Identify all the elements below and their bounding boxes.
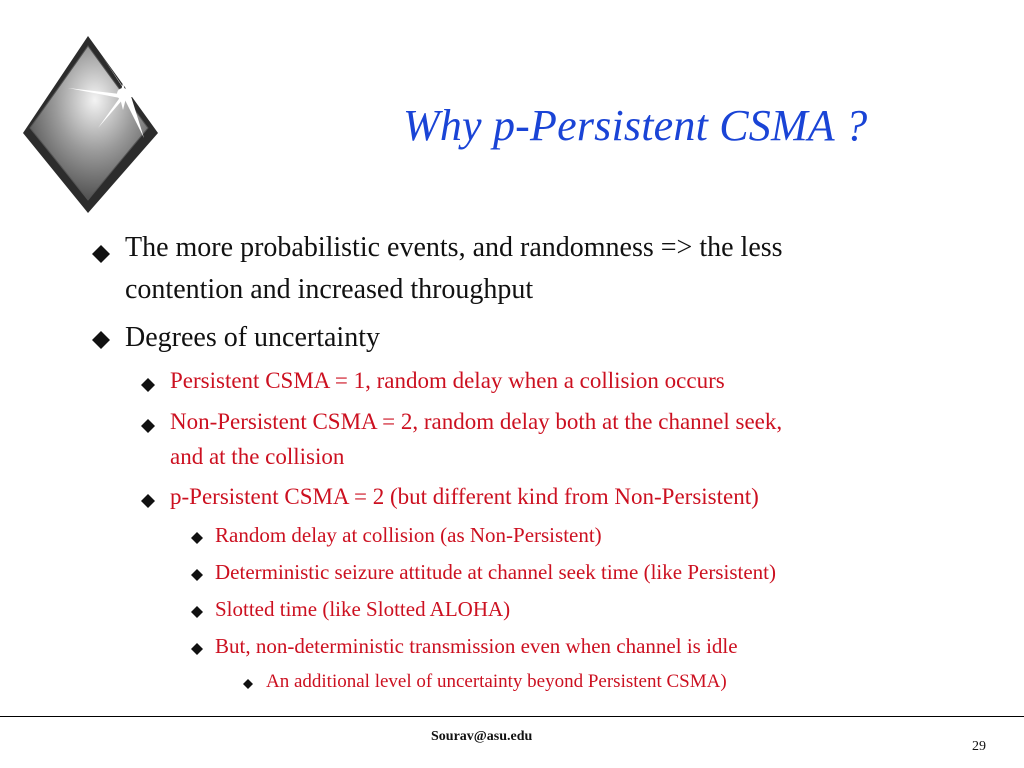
bullet-text: But, non-deterministic transmission even when channel is idle — [215, 634, 738, 658]
page-number: 29 — [972, 739, 986, 754]
diamond-bullet-icon — [190, 605, 204, 619]
bullet-text: Deterministic seizure attitude at channel seek time (like Persistent) — [215, 560, 776, 584]
bullet-text: Slotted time (like Slotted ALOHA) — [215, 597, 511, 621]
footer-divider — [0, 716, 1024, 717]
diamond-bullet-icon — [190, 642, 204, 656]
diamond-bullet-icon — [242, 678, 254, 690]
bullet-text: Persistent CSMA = 1, random delay when a collision occurs — [170, 368, 725, 393]
bullet-text-continued: and at the collision — [170, 444, 345, 469]
bullet-text: Degrees of uncertainty — [125, 322, 380, 353]
diamond-bullet-icon — [190, 568, 204, 582]
diamond-bullet-icon — [91, 244, 111, 264]
bullet-text: Random delay at collision (as Non-Persistent) — [215, 523, 602, 547]
slide-title: Why p-Persistent CSMA ? — [403, 101, 868, 150]
diamond-bullet-icon — [190, 531, 204, 545]
bullet-text: p-Persistent CSMA = 2 (but different kind from Non-Persistent) — [170, 484, 759, 509]
diamond-bullet-icon — [140, 418, 156, 434]
footer-email: Sourav@asu.edu — [431, 729, 533, 744]
bullet-text: An additional level of uncertainty beyond Persistent CSMA) — [266, 671, 727, 692]
diamond-bullet-icon — [91, 330, 111, 350]
diamond-bullet-icon — [140, 377, 156, 393]
diamond-bullet-icon — [140, 493, 156, 509]
bullet-text: The more probabilistic events, and randomness => the less — [125, 232, 783, 263]
bullet-text: Non-Persistent CSMA = 2, random delay both at the channel seek, — [170, 409, 783, 434]
bullet-text-continued: contention and increased throughput — [125, 274, 534, 305]
